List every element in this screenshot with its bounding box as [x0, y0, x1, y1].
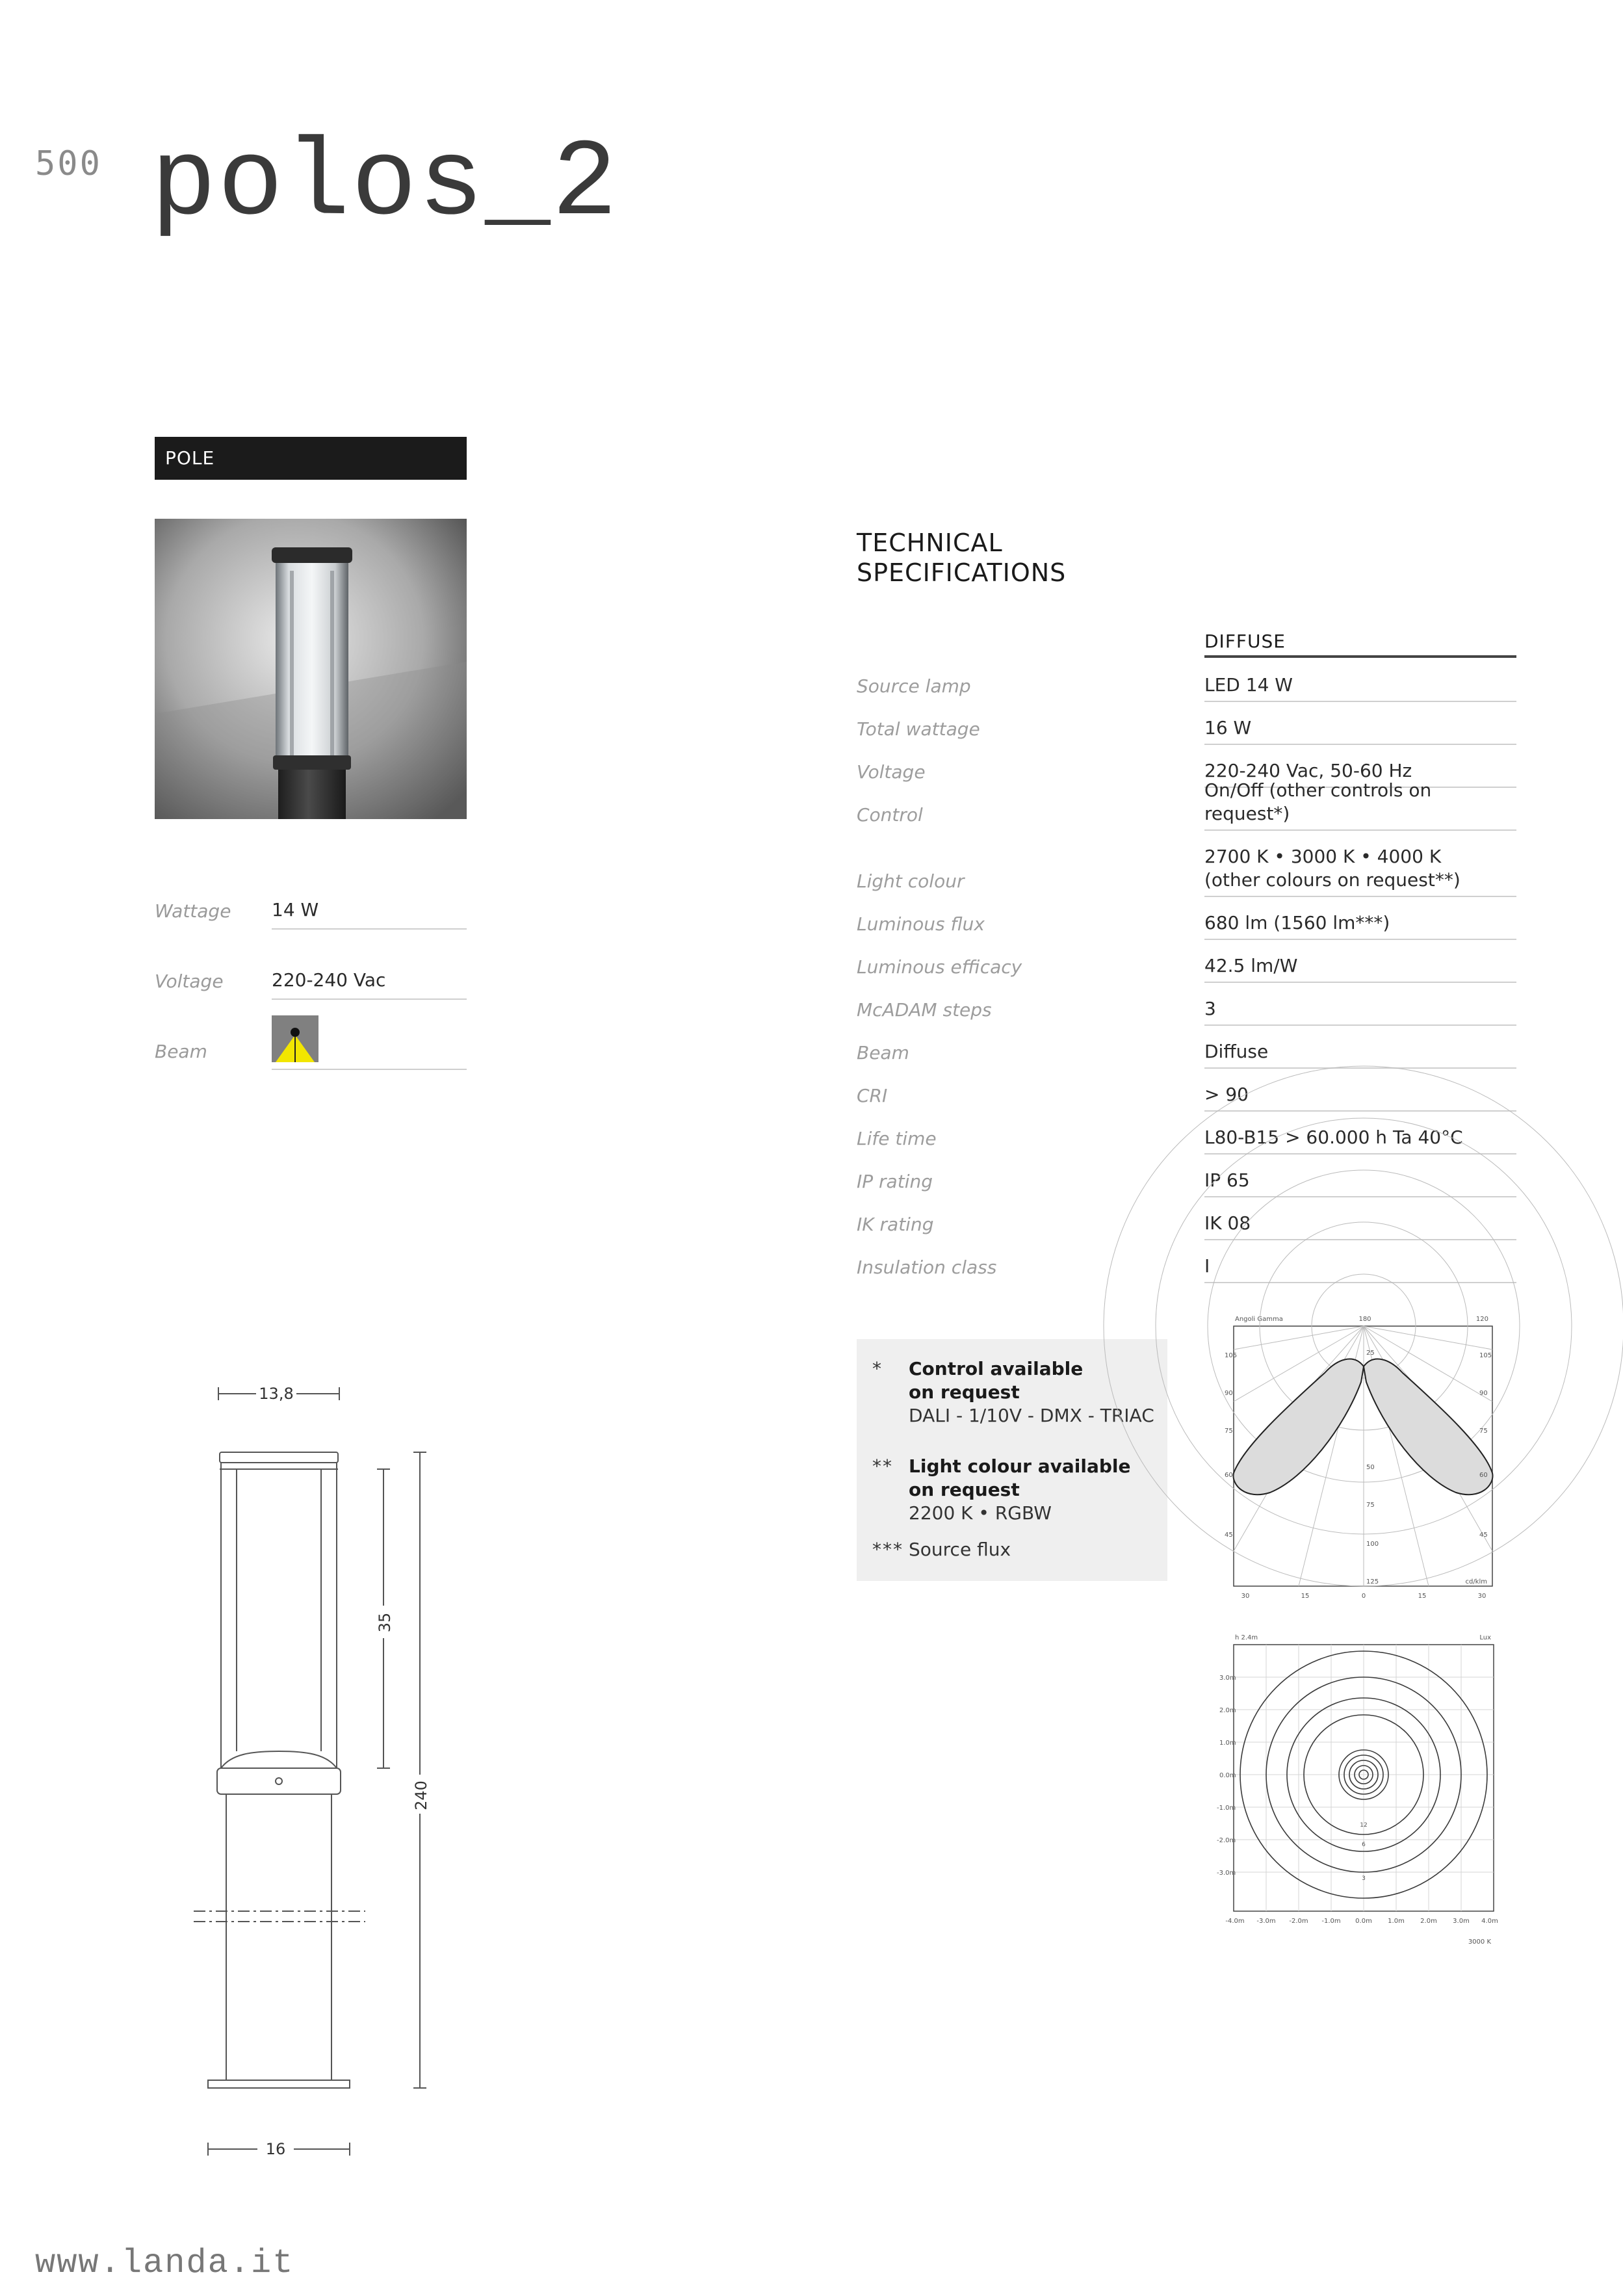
- isolux-y-label: 2.0m: [1219, 1707, 1236, 1714]
- spec-row-mcadam-steps: [857, 989, 1516, 1026]
- technical-drawing: [169, 1372, 442, 2178]
- left-spec-label: Beam: [155, 1041, 207, 1062]
- polar-angle-left: 75: [1225, 1428, 1233, 1435]
- spec-label: Insulation class: [857, 1257, 997, 1278]
- spec-value: 680 lm (1560 lm***): [1204, 911, 1516, 940]
- spec-value: I: [1204, 1255, 1516, 1283]
- footnote-title-2: on request: [909, 1479, 1020, 1500]
- isolux-lux-value: 12: [1360, 1822, 1368, 1829]
- polar-diagram: [1208, 1311, 1494, 1602]
- product-photo: [155, 519, 467, 819]
- polar-radial-value: 50: [1366, 1464, 1375, 1471]
- polar-title: Angoli Gamma: [1235, 1316, 1283, 1323]
- spec-label: Life time: [857, 1128, 937, 1149]
- footnote-title-1: Light colour available: [909, 1455, 1131, 1477]
- left-spec-beam: [155, 1024, 467, 1070]
- spec-value: On/Off (other controls on request*): [1204, 779, 1516, 831]
- isolux-y-label: 3.0m: [1219, 1675, 1236, 1682]
- polar-angle-left: 60: [1225, 1472, 1233, 1479]
- polar-bottom-label: 30: [1241, 1593, 1250, 1600]
- polar-angle-left: 90: [1225, 1390, 1233, 1397]
- polar-angle-right: 45: [1479, 1532, 1488, 1539]
- spec-row-luminous-efficacy: [857, 946, 1516, 983]
- isolux-x-label: -1.0m: [1321, 1918, 1341, 1925]
- spec-row-light-colour: [857, 837, 1516, 897]
- spec-row-control: [857, 779, 1516, 831]
- spec-value: IK 08: [1204, 1212, 1516, 1240]
- polar-angle-right: 105: [1479, 1352, 1492, 1359]
- isolux-x-label: -2.0m: [1289, 1918, 1308, 1925]
- spec-label: Voltage: [857, 761, 926, 783]
- spec-row-ik-rating: [857, 1204, 1516, 1240]
- isolux-x-label: 1.0m: [1388, 1918, 1405, 1925]
- polar-radial-value: 125: [1366, 1578, 1379, 1585]
- spec-value: [1204, 845, 1516, 897]
- spec-label: McADAM steps: [857, 999, 992, 1021]
- spec-value-line-1: 2700 K • 3000 K • 4000 K: [1204, 846, 1442, 867]
- isolux-x-label: 2.0m: [1420, 1918, 1437, 1925]
- page-number: 500: [35, 144, 102, 183]
- polar-top-label: 120: [1475, 1316, 1488, 1323]
- heading-line-2: SPECIFICATIONS: [857, 558, 1067, 587]
- product-photo-graphic: [155, 519, 467, 819]
- isolux-diagram: [1208, 1629, 1498, 1954]
- polar-radial-value: 25: [1366, 1350, 1375, 1357]
- technical-specifications-heading: [857, 528, 1066, 588]
- spec-value: 42.5 lm/W: [1204, 954, 1516, 983]
- spec-row-luminous-flux: [857, 904, 1516, 940]
- footnote-mark: **: [872, 1455, 893, 1477]
- spec-label: Beam: [857, 1042, 909, 1063]
- footnote-title-1: Control available: [909, 1358, 1084, 1379]
- polar-bottom-label: 0: [1361, 1593, 1366, 1600]
- polar-bottom-label: 15: [1418, 1593, 1427, 1600]
- left-spec-voltage: [155, 954, 467, 1000]
- dimension-total-height: 240: [412, 1781, 430, 1810]
- spec-label: CRI: [857, 1085, 888, 1106]
- spec-label: Light colour: [857, 870, 965, 892]
- spec-row-beam: [857, 1032, 1516, 1069]
- polar-unit: cd/klm: [1465, 1578, 1487, 1585]
- polar-angle-right: 90: [1479, 1390, 1488, 1397]
- footnotes-box: [857, 1339, 1167, 1581]
- footnote-detail: DALI - 1/10V - DMX - TRIAC: [909, 1405, 1154, 1426]
- spec-row-insulation-class: [857, 1247, 1516, 1283]
- spec-value: > 90: [1204, 1083, 1516, 1112]
- spec-label: Luminous flux: [857, 913, 985, 935]
- isolux-y-label: 1.0m: [1219, 1740, 1236, 1747]
- spec-label: IP rating: [857, 1171, 933, 1192]
- dimension-base-width: 16: [265, 2140, 286, 2158]
- isolux-y-label: -2.0m: [1217, 1837, 1236, 1844]
- left-spec-value: 220-240 Vac: [272, 962, 467, 1000]
- spec-row-life-time: [857, 1118, 1516, 1155]
- polar-top-label: 180: [1358, 1316, 1371, 1323]
- polar-bottom-label: 15: [1301, 1593, 1310, 1600]
- spec-label: Total wattage: [857, 718, 980, 740]
- spec-value: 3: [1204, 997, 1516, 1026]
- spec-value: 220-240 Vac, 50-60 Hz: [1204, 759, 1516, 788]
- category-label: POLE: [155, 437, 467, 480]
- footnote-detail: Source flux: [909, 1539, 1011, 1560]
- isolux-x-label: -3.0m: [1256, 1918, 1276, 1925]
- isolux-y-label: 0.0m: [1219, 1772, 1236, 1779]
- footnote-detail: 2200 K • RGBW: [909, 1502, 1052, 1524]
- spec-label: IK rating: [857, 1214, 934, 1235]
- footnote-title-2: on request: [909, 1381, 1020, 1403]
- spec-value: L80-B15 > 60.000 h Ta 40°C: [1204, 1126, 1516, 1155]
- isolux-lux-value: 3: [1362, 1875, 1366, 1882]
- polar-radial-value: 75: [1366, 1502, 1375, 1509]
- isolux-height-label: h 2.4m: [1235, 1634, 1258, 1641]
- left-spec-label: Voltage: [155, 971, 224, 992]
- polar-angle-left: 105: [1225, 1352, 1238, 1359]
- spec-row-total-wattage: [857, 709, 1516, 745]
- polar-bottom-label: 30: [1477, 1593, 1487, 1600]
- heading-line-1: TECHNICAL: [857, 528, 1003, 557]
- product-title: polos_2: [151, 123, 619, 246]
- spec-value-line-2: (other colours on request**): [1204, 869, 1461, 891]
- spec-row-cri: [857, 1075, 1516, 1112]
- polar-angle-right: 60: [1479, 1472, 1488, 1479]
- spec-row-ip-rating: [857, 1161, 1516, 1197]
- isolux-y-label: -3.0m: [1217, 1870, 1236, 1877]
- spec-value: Diffuse: [1204, 1040, 1516, 1069]
- isolux-y-label: -1.0m: [1217, 1805, 1236, 1812]
- polar-radial-value: 100: [1366, 1541, 1379, 1548]
- left-spec-wattage: [155, 884, 467, 930]
- spec-value: IP 65: [1204, 1169, 1516, 1197]
- isolux-unit: Lux: [1479, 1634, 1491, 1641]
- isolux-x-label: 4.0m: [1481, 1918, 1498, 1925]
- spec-row-source-lamp: [857, 666, 1516, 702]
- polar-angle-right: 75: [1479, 1428, 1488, 1435]
- left-spec-label: Wattage: [155, 900, 231, 922]
- isolux-color-temp: 3000 K: [1468, 1938, 1491, 1946]
- isolux-x-label: -4.0m: [1225, 1918, 1245, 1925]
- isolux-x-label: 0.0m: [1355, 1918, 1372, 1925]
- footnote-mark: ***: [872, 1539, 903, 1560]
- polar-angle-left: 45: [1225, 1532, 1233, 1539]
- isolux-x-label: 3.0m: [1453, 1918, 1470, 1925]
- left-spec-value: 14 W: [272, 892, 467, 930]
- dimension-top-width: 13,8: [259, 1385, 294, 1403]
- spec-label: Luminous efficacy: [857, 956, 1022, 978]
- spec-label: Source lamp: [857, 675, 971, 697]
- spec-label: Control: [857, 804, 923, 826]
- isolux-lux-value: 6: [1362, 1842, 1366, 1848]
- column-header-diffuse: DIFFUSE: [1204, 628, 1516, 658]
- dimension-light-height: 35: [376, 1612, 394, 1633]
- beam-diffuse-icon: [272, 1015, 318, 1062]
- spec-value: 16 W: [1204, 716, 1516, 745]
- website-url[interactable]: www.landa.it: [35, 2244, 294, 2282]
- spec-value: LED 14 W: [1204, 673, 1516, 702]
- footnote-mark: *: [872, 1358, 883, 1379]
